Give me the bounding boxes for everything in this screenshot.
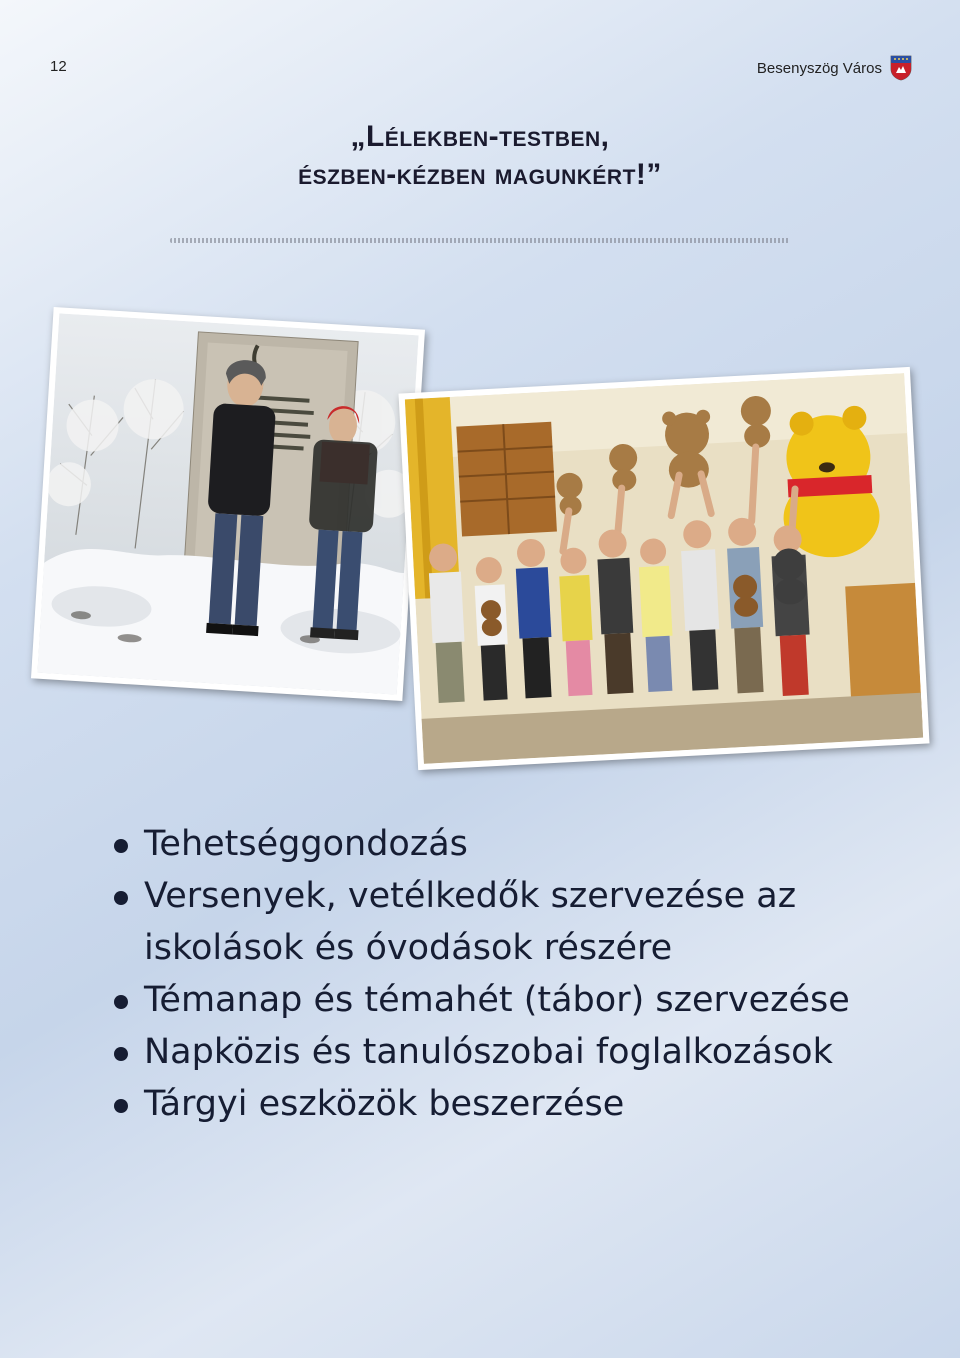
list-item: Tárgyi eszközök beszerzése [112, 1078, 892, 1130]
photo-memorial-snow [31, 307, 425, 701]
heading-line-1: „Lélekben-testben, [350, 120, 610, 153]
list-item: Tehetséggondozás [112, 818, 892, 870]
children-photo-image [405, 373, 923, 764]
list-item: Versenyek, vetélkedők szervezése az iskolások és óvodások részére [112, 870, 892, 974]
photo-children-teddy-bears [398, 367, 929, 770]
heading-divider [170, 238, 790, 243]
header-title: Besenyszög Város [756, 59, 882, 77]
header-right [757, 55, 912, 81]
memorial-photo-image [37, 313, 418, 694]
page-heading [0, 120, 960, 192]
heading-line-2: észben-kézben magunkért!” [298, 158, 662, 191]
list-item: Témanap és témahét (tábor) szervezése [112, 974, 892, 1026]
coat-of-arms-icon [890, 55, 912, 81]
list-item: Napközis és tanulószobai foglalkozások [112, 1026, 892, 1078]
bullet-list [112, 818, 892, 1130]
page-number: 12 [50, 58, 67, 75]
